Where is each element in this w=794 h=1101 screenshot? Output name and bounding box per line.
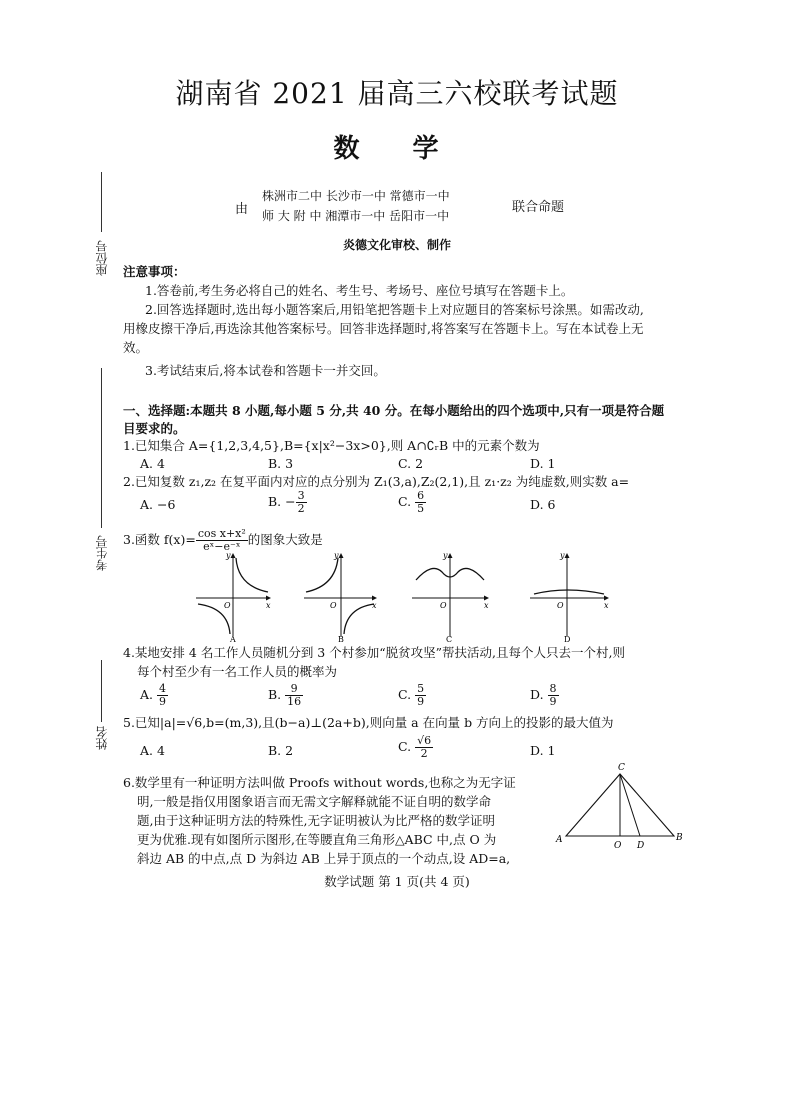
schools-list (262, 186, 450, 226)
q5-c-den: 2 (420, 747, 428, 760)
seat-line (101, 172, 102, 232)
q4-b-prefix: B. (268, 687, 286, 702)
q1-option-a: A. 4 (140, 456, 165, 471)
q6-line3: 题,由于这种证明方法的特殊性,无字证明被认为比严格的数学证明 (137, 813, 495, 828)
q2-option-a: A. −6 (140, 497, 176, 512)
subject-title: 数 学 (333, 134, 461, 164)
graph-c-y: y (443, 551, 448, 560)
q4-d-prefix: D. (530, 687, 548, 702)
point-a-label: A (556, 835, 563, 845)
q1-option-b: B. 3 (268, 456, 294, 471)
q5-option-a: A. 4 (140, 743, 165, 758)
graph-c-o: O (440, 601, 447, 610)
notice-heading: 注意事项： (123, 264, 186, 279)
q6-line5: 斜边 AB 的中点,点 D 为斜边 AB 上异于顶点的一个动点,设 AD=a, (137, 851, 511, 866)
q4-option-d (530, 683, 559, 708)
q2-b-den: 2 (297, 502, 305, 515)
q1-option-c: C. 2 (398, 456, 424, 471)
q4-option-a (140, 683, 168, 708)
graph-a (196, 551, 271, 644)
graph-d-y: y (560, 551, 565, 560)
graph-a-y: y (226, 551, 231, 560)
q4-c-num: 5 (417, 682, 425, 695)
name-label: 姓名 (95, 726, 109, 750)
q4-option-c (398, 683, 426, 708)
by-label: 由 (235, 202, 249, 217)
q5-option-c (398, 735, 433, 760)
graph-a-o: O (224, 601, 231, 610)
point-d-label: D (637, 841, 645, 851)
q4-a-frac (157, 683, 168, 708)
q2-option-d: D. 6 (530, 497, 556, 512)
q3-den: eˣ−e⁻ˣ (203, 540, 241, 553)
q1-option-d: D. 1 (530, 456, 556, 471)
q4-option-b (268, 683, 303, 708)
q2-c-num: 6 (417, 489, 425, 502)
q2-option-c-frac (415, 490, 426, 515)
q6-line1: 6.数学里有一种证明方法叫做 Proofs without words,也称之为无字证 (123, 775, 516, 790)
maker-label: 炎德文化审校、制作 (342, 238, 451, 252)
point-c-label: C (618, 763, 625, 773)
graph-b (304, 551, 377, 644)
q4-a-prefix: A. (140, 687, 157, 702)
schools-row-2: 师 大 附 中 湘潭市一中 岳阳市一中 (262, 209, 450, 223)
seat-label: 座位号 (95, 240, 109, 276)
q2-option-b (268, 490, 307, 515)
q3-graphs (180, 548, 620, 644)
q4-c-prefix: C. (398, 687, 416, 702)
q2-b-num: 3 (297, 489, 305, 502)
graph-d-x: x (604, 601, 609, 610)
graph-c (412, 551, 489, 644)
q4-c-den: 9 (417, 695, 425, 708)
q3-stem-post: 的图象大致是 (247, 532, 323, 547)
q5-option-b: B. 2 (268, 743, 294, 758)
notice-item-3: 3.考试结束后,将本试卷和答题卡一并交回。 (145, 363, 386, 378)
segment-cd (620, 774, 640, 836)
graph-b-x: x (372, 601, 377, 610)
q4-line2: 每个村至少有一名工作人员的概率为 (137, 664, 338, 679)
notice-item-1: 1.答卷前,考生务必将自己的姓名、考生号、考场号、座位号填写在答题卡上。 (145, 283, 574, 298)
name-line (101, 660, 102, 722)
q4-b-num: 9 (285, 683, 303, 696)
q4-d-den: 9 (549, 695, 557, 708)
graph-a-label: A (230, 635, 236, 644)
exam-no-line (101, 368, 102, 528)
q4-d-frac (548, 683, 559, 708)
page-footer: 数学试题 第 1 页(共 4 页) (324, 874, 470, 889)
notice-item-2a: 2.回答选择题时,选出每小题答案后,用铅笔把答题卡上对应题目的答案标号涂黑。如需改动, (145, 302, 644, 317)
q4-a-num: 4 (158, 682, 166, 695)
q5-option-d: D. 1 (530, 743, 556, 758)
q2-stem: 2.已知复数 z₁,z₂ 在复平面内对应的点分别为 Z₁(3,a),Z₂(2,1),且 z₁·z₂ 为纯虚数,则实数 a= (123, 474, 630, 489)
q5-c-num: √6 (417, 734, 432, 747)
q6-line4: 更为优雅.现有如图所示图形,在等腰直角三角形△ABC 中,点 O 为 (137, 832, 497, 847)
notice-item-2b: 用橡皮擦干净后,再选涂其他答案标号。回答非选择题时,将答案写在答题卡上。写在本试卷上无 (123, 321, 644, 336)
graph-a-x: x (266, 601, 271, 610)
graph-d (530, 551, 609, 644)
q2-option-c-prefix: C. (398, 494, 416, 509)
q3-stem-pre: 3.函数 f(x)= (123, 532, 196, 547)
q2-option-b-prefix: B. − (268, 494, 296, 509)
graph-b-o: O (330, 601, 337, 610)
q5-c-frac (415, 735, 433, 760)
q1-stem: 1.已知集合 A={1,2,3,4,5},B={x|x²−3x>0},则 A∩∁ᵣB 中的元素个数为 (123, 438, 540, 453)
joint-label: 联合命题 (512, 200, 565, 215)
q2-option-b-frac (296, 490, 307, 515)
q5-stem: 5.已知|a|=√6,b=(m,3),且(b−a)⊥(2a+b),则向量 a 在向量 b 方向上的投影的最大值为 (123, 715, 614, 730)
q4-line1: 4.某地安排 4 名工作人员随机分到 3 个村参加“脱贫攻坚”帮扶活动,且每个人只去一个村,则 (123, 645, 625, 660)
schools-row-1: 株洲市二中 长沙市一中 常德市一中 (262, 189, 450, 203)
notice-item-2c: 效。 (123, 340, 149, 355)
q4-a-den: 9 (158, 695, 166, 708)
graph-d-o: O (557, 601, 564, 610)
q5-c-prefix: C. (398, 739, 416, 754)
point-o-label: O (614, 841, 622, 851)
graph-c-x: x (484, 601, 489, 610)
point-b-label: B (676, 833, 683, 843)
exam-title: 湖南省 2021 届高三六校联考试题 (175, 77, 619, 110)
graph-b-y: y (334, 551, 339, 560)
graph-b-label: B (338, 635, 344, 644)
q4-d-num: 8 (549, 682, 557, 695)
section1-line2: 目要求的。 (123, 421, 186, 436)
section1-line1: 一、选择题:本题共 8 小题,每小题 5 分,共 40 分。在每小题给出的四个选项中,只有一项是符合题 (123, 403, 665, 418)
q2-c-den: 5 (417, 502, 425, 515)
q4-c-frac (415, 683, 426, 708)
q4-b-frac (285, 683, 303, 708)
q6-triangle-figure (548, 760, 688, 856)
exam-no-label: 考生号 (95, 535, 109, 571)
graph-d-label: D (564, 635, 571, 644)
q3-num: cos x+x² (197, 527, 246, 540)
graph-c-label: C (446, 635, 453, 644)
q6-line2: 明,一般是指仅用图象语言而无需文字解释就能不证自明的数学命 (137, 794, 491, 809)
q4-b-den: 16 (287, 695, 302, 708)
q2-option-c (398, 490, 426, 515)
